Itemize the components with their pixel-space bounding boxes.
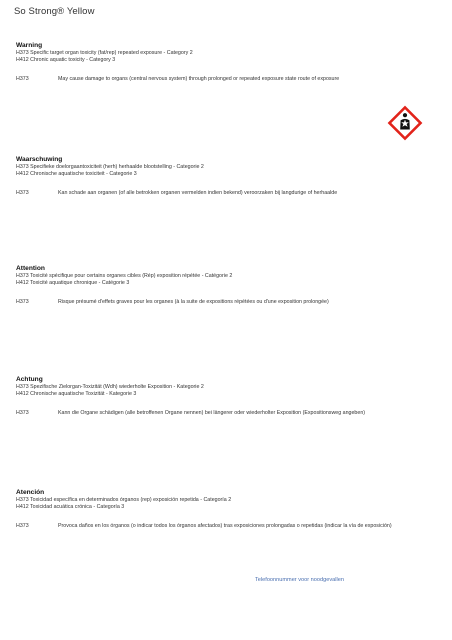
precaution-row xyxy=(16,76,436,86)
hazard-section-en xyxy=(16,42,436,86)
signal-word: Warning xyxy=(16,42,43,49)
emergency-phone-link[interactable]: Telefoonnummer voor noodgevallen xyxy=(255,577,344,583)
statement-code: H373 xyxy=(16,76,29,82)
hazard-statement: H373 Specifieke doelorgaantoxiciteit (herh) herhaalde blootstelling - Categorie 2 xyxy=(16,164,204,170)
statement-code: H373 xyxy=(16,190,29,196)
hazard-statement: H373 Toxicidad específica en determinados órganos (rep) exposición repetida - Categoría 2 xyxy=(16,497,232,503)
hazard-statement: H373 Spezifische Zielorgan-Toxizität (Wdh) wiederholte Exposition - Kategorie 2 xyxy=(16,384,204,390)
precaution-row xyxy=(16,299,436,309)
hazard-section-nl xyxy=(16,156,436,200)
statement-text: Risque présumé d'effets graves pour les organes (à la suite de expositions répétées ou d'une exposition prolongée) xyxy=(58,299,329,305)
precaution-row xyxy=(16,410,436,420)
hazard-section-de xyxy=(16,376,436,420)
statement-text: Kann die Organe schädigen (alle betroffenen Organe nennen) bei längerer oder wiederholter Exposition (Expositionsweg angeben) xyxy=(58,410,366,416)
statement-text: Provoca daños en los órganos (o indicar todos los órganos afectados) tras exposiciones prolongadas o repetidas (indicar la vía de exposición) xyxy=(58,523,392,529)
hazard-statement: H373 Specific target organ toxicity (fat/rep) repeated exposure - Category 2 xyxy=(16,50,193,56)
hazard-statement: H373 Toxicité spécifique pour certains organes cibles (Rép) exposition répétée - Catégorie 2 xyxy=(16,273,233,279)
signal-word: Attention xyxy=(16,265,45,272)
hazard-statement: H412 Toxicidad acuática crónica - Categoría 3 xyxy=(16,504,125,510)
ghs08-health-hazard-icon xyxy=(387,105,423,141)
statement-code: H373 xyxy=(16,299,29,305)
precaution-row xyxy=(16,523,436,533)
hazard-statement: H412 Chronische aquatische Toxizität - Kategorie 3 xyxy=(16,391,137,397)
signal-word: Atención xyxy=(16,489,45,496)
hazard-section-es xyxy=(16,489,436,533)
signal-word: Waarschuwing xyxy=(16,156,63,163)
hazard-section-fr xyxy=(16,265,436,309)
statement-text: Kan schade aan organen (of alle betrokken organen vermelden indien bekend) veroorzaken bij langdurige of herhaalde xyxy=(58,190,338,196)
hazard-statement: H412 Chronic aquatic toxicity - Category 3 xyxy=(16,57,116,63)
document-title: So Strong® Yellow xyxy=(14,6,95,17)
statement-code: H373 xyxy=(16,410,29,416)
statement-text: May cause damage to organs (central nervous system) through prolonged or repeated exposure state route of exposure xyxy=(58,76,340,82)
hazard-statement: H412 Toxicité aquatique chronique - Catégorie 3 xyxy=(16,280,130,286)
hazard-statement: H412 Chronische aquatische toxiciteit - Categorie 3 xyxy=(16,171,137,177)
statement-code: H373 xyxy=(16,523,29,529)
precaution-row xyxy=(16,190,436,200)
signal-word: Achtung xyxy=(16,376,43,383)
